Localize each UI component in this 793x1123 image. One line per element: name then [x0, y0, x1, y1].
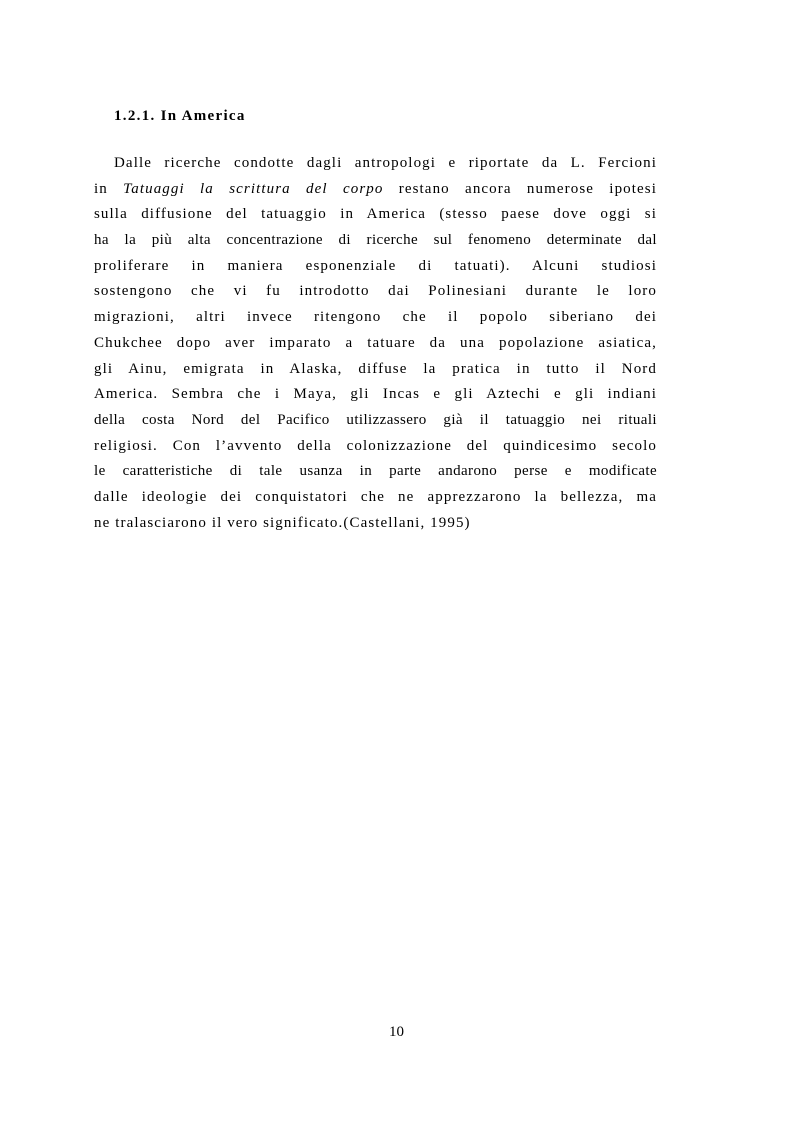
paragraph-line: religiosi. Con l’avvento della colonizzazione del quindicesimo secolo [94, 437, 657, 454]
section-heading: 1.2.1. In America [114, 108, 246, 124]
paragraph-line: sulla diffusione del tatuaggio in America (stesso paese dove oggi si [94, 206, 657, 223]
paragraph-line: della costa Nord del Pacifico utilizzassero già il tatuaggio nei rituali [94, 411, 657, 428]
paragraph-line: ne tralasciarono il vero significato.(Castellani, 1995) [94, 514, 471, 531]
paragraph-line: proliferare in maniera esponenziale di tatuati). Alcuni studiosi [94, 257, 657, 274]
paragraph-line: dalle ideologie dei conquistatori che ne apprezzarono la bellezza, ma [94, 488, 657, 505]
paragraph-line: le caratteristiche di tale usanza in parte andarono perse e modificate [94, 463, 657, 480]
paragraph-line: migrazioni, altri invece ritengono che il popolo siberiano dei [94, 309, 657, 326]
page-number: 10 [389, 1024, 404, 1040]
book-title: Tatuaggi la scrittura del corpo [123, 180, 384, 197]
paragraph-line: sostengono che vi fu introdotto dai Polinesiani durante le loro [94, 283, 657, 300]
paragraph-line: America. Sembra che i Maya, gli Incas e gli Aztechi e gli indiani [94, 386, 657, 403]
paragraph-line: ha la più alta concentrazione di ricerche sul fenomeno determinate dal [94, 232, 657, 249]
line-suffix: restano ancora numerose ipotesi [383, 180, 658, 197]
line-prefix: in [94, 180, 124, 197]
paragraph-line [94, 177, 657, 203]
paragraph-line: gli Ainu, emigrata in Alaska, diffuse la pratica in tutto il Nord [94, 360, 657, 377]
body-paragraph [94, 151, 657, 536]
paragraph-line: Chukchee dopo aver imparato a tatuare da una popolazione asiatica, [94, 334, 657, 351]
paragraph-line: Dalle ricerche condotte dagli antropologi e riportate da L. Fercioni [114, 155, 657, 171]
